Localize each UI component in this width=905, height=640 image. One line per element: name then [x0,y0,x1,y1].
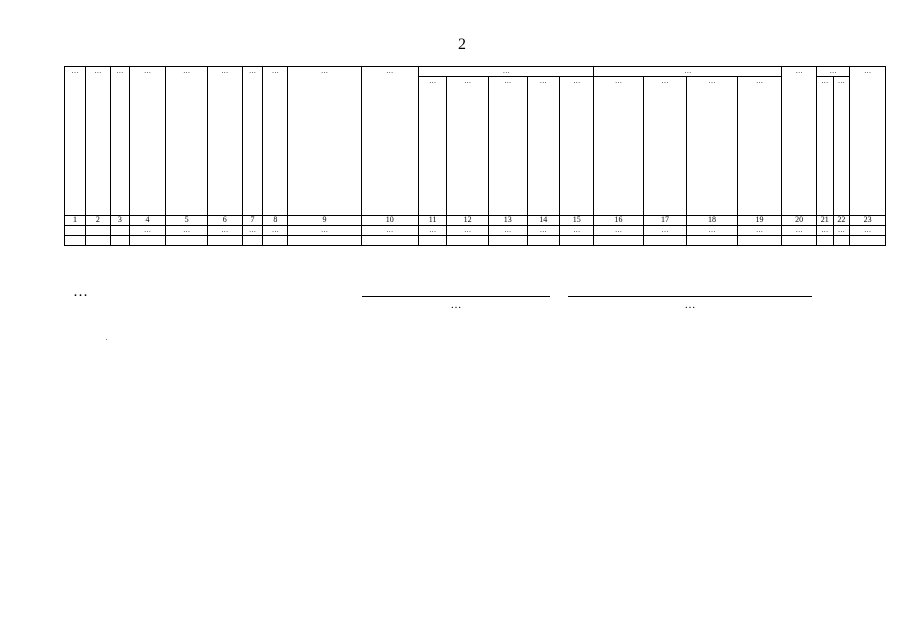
column-number: 4 [129,216,166,226]
unit-cell: … [559,226,593,236]
column-number: 2 [85,216,110,226]
column-number: 12 [447,216,489,226]
empty-cell [833,236,850,246]
column-number: 18 [687,216,737,226]
column-number: 7 [242,216,263,226]
name-caption: … [684,299,696,311]
group-header: … [594,67,782,77]
report-form-table [64,66,886,246]
unit-cell: … [242,226,263,236]
name-line [568,296,812,297]
unit-cell: … [419,226,447,236]
column-number: 17 [643,216,687,226]
empty-cell [594,236,643,246]
empty-cell [208,236,242,246]
unit-cell: … [527,226,559,236]
column-header: … [166,67,208,216]
column-number: 16 [594,216,643,226]
header-row-top [65,67,886,77]
unit-cell: … [208,226,242,236]
column-header: … [263,67,288,216]
column-number: 14 [527,216,559,226]
column-header: … [687,77,737,216]
signature-line [362,296,550,297]
unit-cell: … [488,226,527,236]
empty-cell [816,236,833,246]
column-header: … [737,77,782,216]
unit-cell: … [129,226,166,236]
empty-cell [242,236,263,246]
director-label: … [73,284,88,300]
column-header: … [488,77,527,216]
unit-cell: … [816,226,833,236]
empty-cell [447,236,489,246]
empty-cell [85,236,110,246]
column-number: 9 [288,216,361,226]
column-header: … [782,67,816,216]
empty-cell [643,236,687,246]
group-header: … [419,67,594,77]
unit-cell: … [850,226,886,236]
unit-cell [110,226,129,236]
column-header: … [288,67,361,216]
empty-cell [559,236,593,246]
column-header: … [850,67,886,216]
column-number: 15 [559,216,593,226]
unit-cell: … [643,226,687,236]
column-header: … [110,67,129,216]
column-header: … [419,77,447,216]
empty-cell [263,236,288,246]
column-number: 23 [850,216,886,226]
unit-cell: … [166,226,208,236]
empty-cell [737,236,782,246]
column-number: 8 [263,216,288,226]
column-header: … [643,77,687,216]
empty-cell [361,236,418,246]
column-header: … [447,77,489,216]
empty-cell [527,236,559,246]
column-number: 6 [208,216,242,226]
column-number: 11 [419,216,447,226]
column-header: … [242,67,263,216]
column-number: 22 [833,216,850,226]
column-header: … [361,67,418,216]
column-number: 5 [166,216,208,226]
column-number: 3 [110,216,129,226]
unit-cell: … [288,226,361,236]
column-number: 21 [816,216,833,226]
unit-cell [85,226,110,236]
empty-cell [419,236,447,246]
column-number: 19 [737,216,782,226]
empty-cell [288,236,361,246]
column-header: … [594,77,643,216]
unit-cell: … [687,226,737,236]
empty-cell [850,236,886,246]
empty-row [65,236,886,246]
empty-cell [129,236,166,246]
unit-cell [65,226,86,236]
unit-cell: … [361,226,418,236]
unit-cell: … [447,226,489,236]
empty-cell [65,236,86,246]
empty-cell [782,236,816,246]
unit-cell: … [594,226,643,236]
signature-caption: … [450,299,462,311]
column-header: … [833,77,850,216]
column-number: 1 [65,216,86,226]
empty-cell [110,236,129,246]
page-number: 2 [458,36,466,53]
unit-cell: … [833,226,850,236]
column-header: … [559,77,593,216]
empty-cell [488,236,527,246]
scan-dot [106,339,107,340]
unit-cell: … [737,226,782,236]
column-number: 13 [488,216,527,226]
column-number: 20 [782,216,816,226]
empty-cell [687,236,737,246]
column-header: … [85,67,110,216]
column-header: … [208,67,242,216]
column-header: … [816,77,833,216]
group-header: … [816,67,849,77]
column-header: … [129,67,166,216]
empty-cell [166,236,208,246]
units-row [65,226,886,236]
column-number-row [65,216,886,226]
column-header: … [527,77,559,216]
unit-cell: … [782,226,816,236]
column-header: … [65,67,86,216]
unit-cell: … [263,226,288,236]
column-number: 10 [361,216,418,226]
